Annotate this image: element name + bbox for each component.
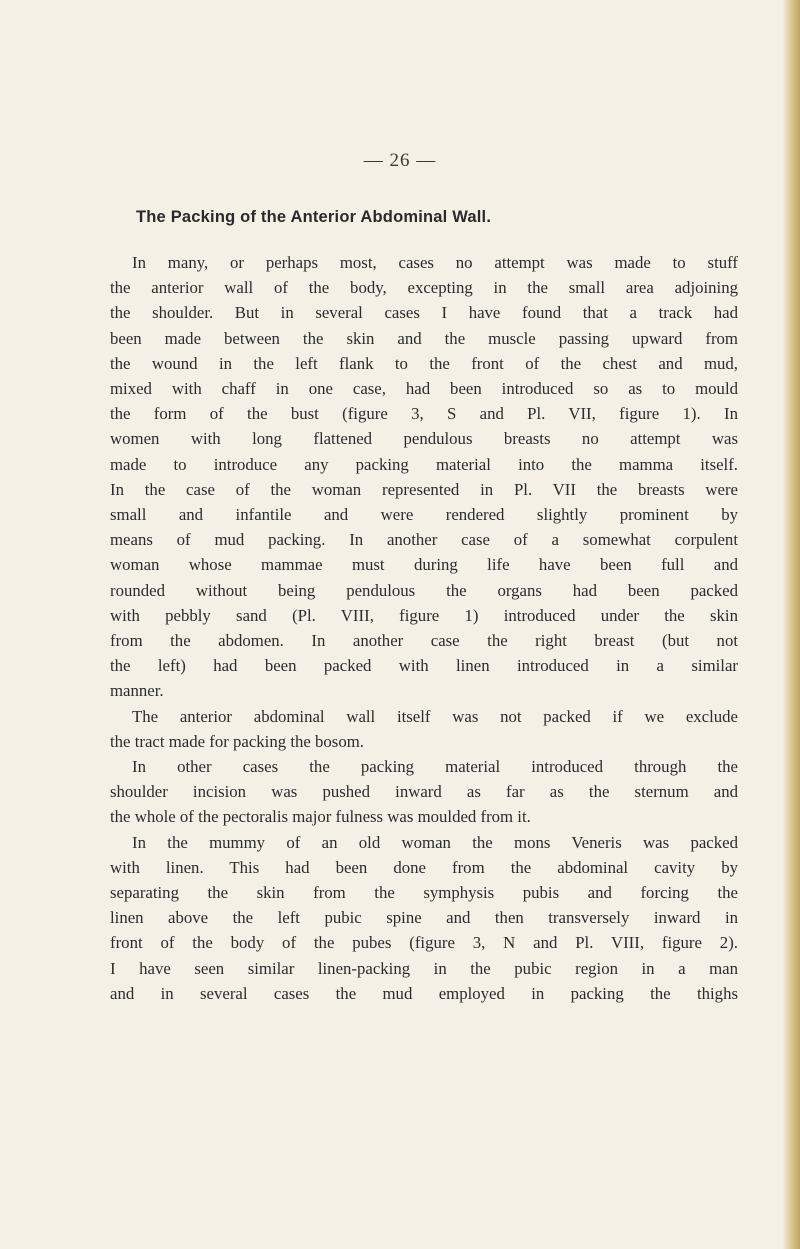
page-edge-shadow [782,0,800,1249]
text-line: with linen. This had been done from the abdominal cavity by [110,857,738,877]
text-line: In other cases the packing material introduced through the [132,757,738,777]
text-line: separating the skin from the symphysis pubis and forcing the [110,883,738,903]
page-number: — 26 — [363,150,437,171]
text-line: small and infantile and were rendered slightly prominent by [110,505,738,525]
text-line: the tract made for packing the bosom. [110,731,364,751]
text-line: been made between the skin and the muscle passing upward from [110,328,738,348]
text-line: I have seen similar linen-packing in the pubic region in a man [110,958,738,978]
text-line: In many, or perhaps most, cases no attempt was made to stuff [132,253,738,272]
text-line: the anterior wall of the body, excepting in the small area adjoining [110,278,738,298]
text-line: and in several cases the mud employed in packing the thighs [110,983,738,1003]
text-line: the wound in the left flank to the front of the chest and mud, [110,353,738,373]
text-line: the whole of the pectoralis major fulness was moulded from it. [110,807,531,827]
text-line: manner. [110,681,164,701]
text-line: with pebbly sand (Pl. VIII, figure 1) introduced under the skin [110,605,738,625]
text-line: linen above the left pubic spine and then transversely inward in [110,908,738,928]
text-line: In the mummy of an old woman the mons Veneris was packed [132,832,738,852]
text-line: from the abdomen. In another case the right breast (but not [110,631,738,651]
text-line: the form of the bust (figure 3, S and Pl. VII, figure 1). In [110,404,738,424]
text-line: means of mud packing. In another case of a somewhat corpulent [110,530,738,550]
text-line: the left) had been packed with linen introduced in a similar [110,656,738,676]
text-line: women with long flattened pendulous breasts no attempt was [110,429,738,449]
text-line: the shoulder. But in several cases I have found that a track had [110,303,738,323]
text-line: In the case of the woman represented in Pl. VII the breasts were [110,479,738,499]
text-line: woman whose mammae must during life have been full and [110,555,738,575]
text-line: made to introduce any packing material into the mamma itself. [110,454,738,474]
text-line: rounded without being pendulous the organs had been packed [110,580,738,600]
body-text [110,250,738,1006]
text-line: mixed with chaff in one case, had been introduced so as to mould [110,379,738,399]
text-line: shoulder incision was pushed inward as far as the sternum and [110,782,738,802]
text-line: The anterior abdominal wall itself was not packed if we exclude [132,706,738,726]
text-line: front of the body of the pubes (figure 3, N and Pl. VIII, figure 2). [110,933,738,953]
section-heading: The Packing of the Anterior Abdominal Wall. [136,208,492,226]
